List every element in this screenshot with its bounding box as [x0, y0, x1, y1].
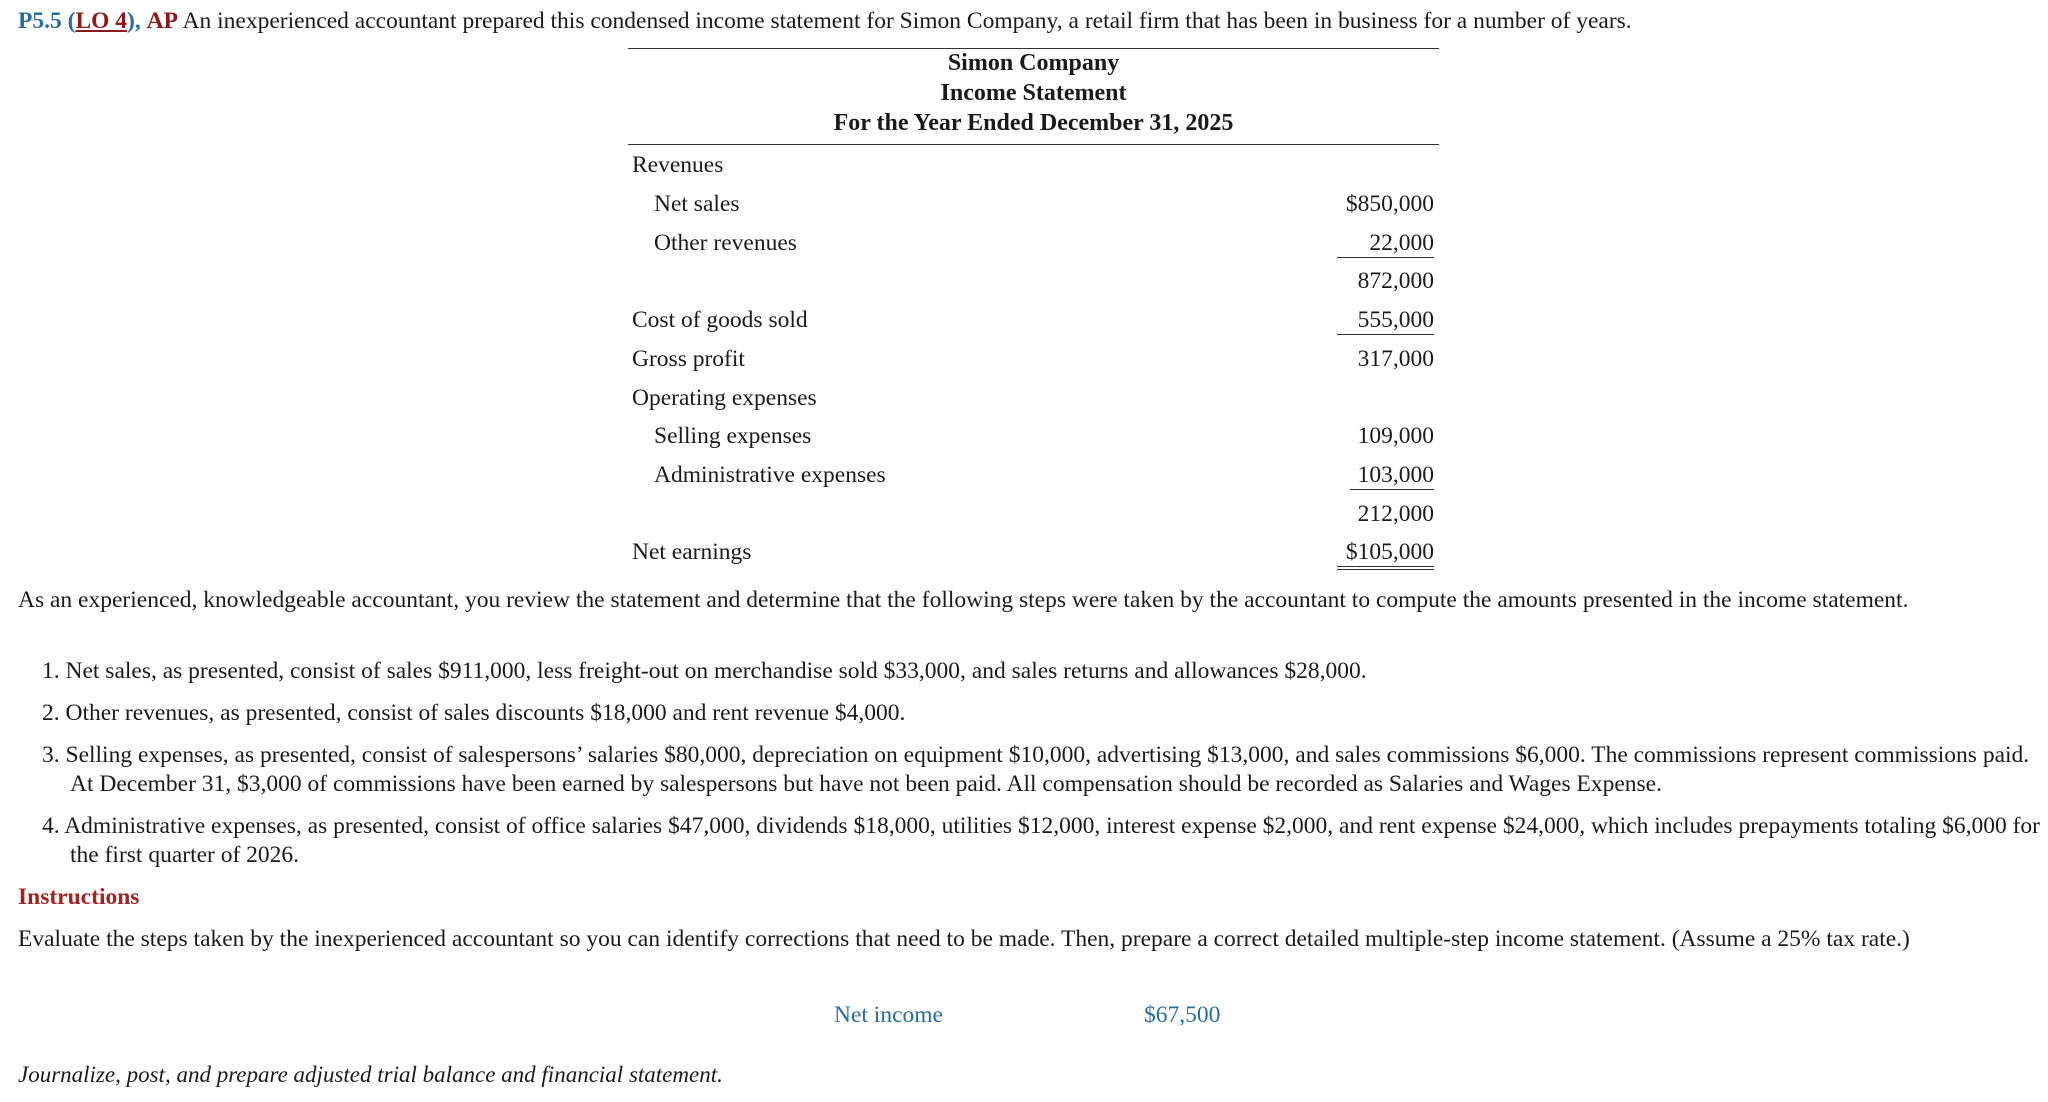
- instructions-heading: Instructions: [18, 884, 140, 910]
- step-item-1: 1. Net sales, as presented, consist of sales $911,000, less freight-out on merchandise sold $33,000, and sales returns and allowances $28,000.: [42, 658, 1367, 684]
- statement-header-rule: [628, 144, 1439, 145]
- row-total-operating-expenses-amount: 212,000: [1357, 501, 1434, 527]
- statement-period: For the Year Ended December 31, 2025: [833, 110, 1234, 136]
- instructions-text: Evaluate the steps taken by the inexperienced accountant so you can identify corrections that need to be made. Then, prepare a correct detailed multiple-step income statement. (Assume a 25% tax rate.): [18, 926, 1910, 952]
- row-admin-expenses-amount: 103,000: [1274, 460, 1434, 490]
- step-item-3: 3. Selling expenses, as presented, consist of salespersons’ salaries $80,000, depreciation on equipment $10,000, advertising $13,000, and sales commissions $6,000. The commissions represent commissions paid. At December 31, $3,000 of commissions have been earned by salespersons but have not been paid. All compensation should be recorded as Salaries and Wages Expense.: [42, 742, 2030, 797]
- footer-note: Journalize, post, and prepare adjusted trial balance and financial statement.: [18, 1062, 723, 1087]
- lo-close: ),: [127, 8, 141, 34]
- row-selling-expenses-amount: 109,000: [1357, 423, 1434, 449]
- lo-open: (: [67, 8, 76, 34]
- answer-label: Net income: [834, 1002, 943, 1028]
- problem-intro: [18, 4, 2028, 38]
- row-admin-expenses-label: Administrative expenses: [654, 462, 886, 488]
- row-gross-profit-label: Gross profit: [632, 346, 745, 372]
- difficulty-level: AP: [146, 8, 178, 34]
- row-cogs-amount: 555,000: [1274, 305, 1434, 335]
- statement-company: Simon Company: [947, 50, 1120, 76]
- row-selling-expenses-label: Selling expenses: [654, 423, 812, 449]
- row-operating-expenses-label: Operating expenses: [632, 385, 817, 411]
- row-cogs-label: Cost of goods sold: [632, 307, 808, 333]
- problem-id: P5.5: [18, 8, 62, 34]
- step-item-4: 4. Administrative expenses, as presented, consist of office salaries $47,000, dividends $18,000, utilities $12,000, interest expense $2,000, and rent expense $24,000, which includes prepayments totaling $6,000 for the first quarter of 2026.: [42, 813, 2040, 868]
- row-total-revenues-amount: 872,000: [1357, 268, 1434, 294]
- row-revenues-label: Revenues: [632, 152, 724, 178]
- row-net-sales-label: Net sales: [654, 191, 740, 217]
- row-other-revenues-label: Other revenues: [654, 230, 797, 256]
- row-net-earnings-amount: $105,000: [1274, 537, 1434, 570]
- problem-text: An inexperienced accountant prepared this condensed income statement for Simon Company, a retail firm that has been in business for a number of years.: [182, 8, 1632, 34]
- review-paragraph: As an experienced, knowledgeable accountant, you review the statement and determine that the following steps were taken by the accountant to compute the amounts presented in the income statement.: [18, 587, 1909, 613]
- row-other-revenues-amount: 22,000: [1274, 228, 1434, 258]
- learning-objective-link[interactable]: LO 4: [75, 8, 128, 34]
- row-net-earnings-label: Net earnings: [632, 539, 752, 565]
- row-net-sales-amount: $850,000: [1345, 191, 1434, 217]
- statement-title: Income Statement: [940, 80, 1127, 106]
- answer-value: $67,500: [1144, 1002, 1221, 1028]
- step-item-2: 2. Other revenues, as presented, consist of sales discounts $18,000 and rent revenue $4,000.: [42, 700, 906, 726]
- row-gross-profit-amount: 317,000: [1357, 346, 1434, 372]
